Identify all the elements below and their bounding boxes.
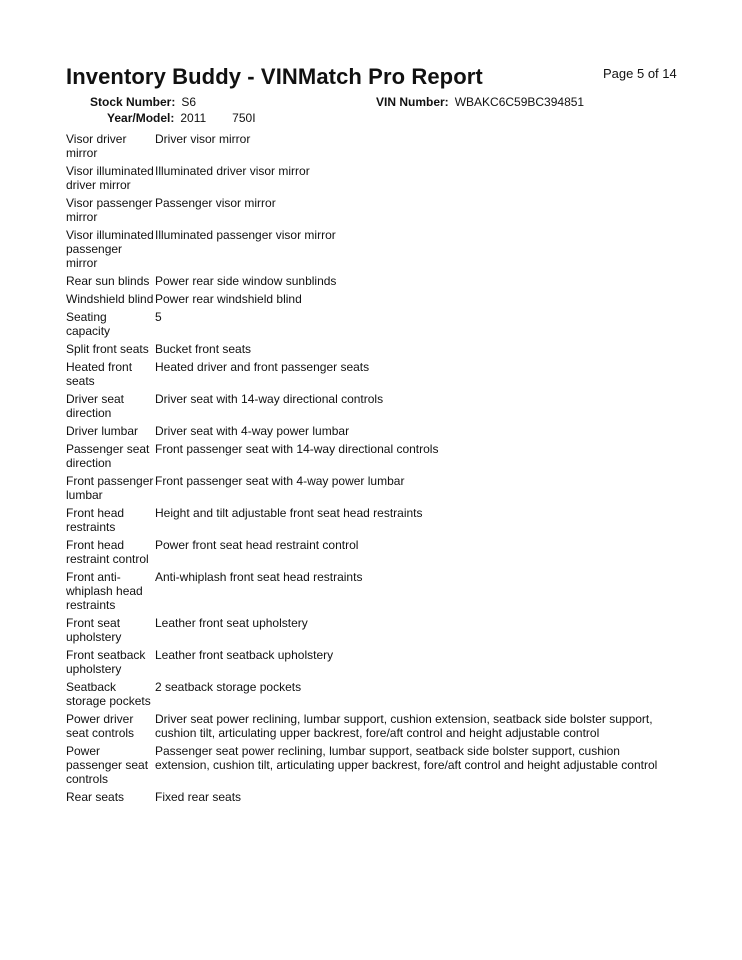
feature-description: 5	[155, 310, 162, 324]
feature-description: Illuminated passenger visor mirror	[155, 228, 336, 242]
feature-name: Split front seats	[66, 342, 149, 356]
spec-row	[66, 164, 676, 196]
feature-description: Front passenger seat with 4-way power lumbar	[155, 474, 405, 488]
feature-name: Seatback storage pockets	[66, 680, 151, 708]
year-value: 2011	[180, 111, 207, 125]
vin-number	[376, 95, 584, 109]
feature-description: Leather front seatback upholstery	[155, 648, 334, 662]
vin-number-label: VIN Number:	[376, 95, 449, 109]
spec-row	[66, 360, 676, 392]
feature-description: Driver visor mirror	[155, 132, 251, 146]
feature-description: Fixed rear seats	[155, 790, 242, 804]
feature-description: Heated driver and front passenger seats	[155, 360, 370, 374]
feature-description: Passenger visor mirror	[155, 196, 276, 210]
feature-name: Windshield blind	[66, 292, 154, 306]
spec-row	[66, 392, 676, 424]
spec-row	[66, 570, 676, 616]
feature-name: Front anti-whiplash head restraints	[66, 570, 143, 612]
spec-row	[66, 310, 676, 342]
feature-name: Driver seat direction	[66, 392, 125, 420]
spec-row	[66, 228, 676, 274]
spec-row	[66, 790, 676, 808]
feature-name: Seating capacity	[66, 310, 111, 338]
report-title: Inventory Buddy - VINMatch Pro Report	[66, 64, 483, 89]
feature-name: Visor illuminated driver mirror	[66, 164, 154, 192]
feature-name: Visor illuminated passenger mirror	[66, 228, 154, 270]
feature-description: Driver seat power reclining, lumbar support, cushion extension, seatback side bolster support, cushion tilt, articulating upper backrest, fore/aft control and height adjustable control	[155, 712, 653, 740]
spec-row	[66, 648, 676, 680]
spec-row	[66, 506, 676, 538]
feature-description: Leather front seat upholstery	[155, 616, 308, 630]
feature-name: Heated front seats	[66, 360, 133, 388]
spec-row	[66, 616, 676, 648]
feature-name: Front head restraints	[66, 506, 125, 534]
feature-name: Front head restraint control	[66, 538, 149, 566]
feature-description: Illuminated driver visor mirror	[155, 164, 310, 178]
page-number: Page 5 of 14	[603, 66, 677, 81]
year-model	[107, 111, 256, 125]
spec-row	[66, 342, 676, 360]
spec-row	[66, 474, 676, 506]
spec-row	[66, 132, 676, 164]
feature-name: Passenger seat direction	[66, 442, 150, 470]
feature-name: Visor passenger mirror	[66, 196, 153, 224]
year-model-label: Year/Model:	[107, 111, 175, 125]
feature-description: Driver seat with 4-way power lumbar	[155, 424, 350, 438]
stock-number-label: Stock Number:	[90, 95, 176, 109]
spec-row	[66, 538, 676, 570]
feature-name: Front seatback upholstery	[66, 648, 146, 676]
feature-description: Driver seat with 14-way directional controls	[155, 392, 384, 406]
feature-name: Rear sun blinds	[66, 274, 150, 288]
spec-row	[66, 292, 676, 310]
spec-row	[66, 744, 676, 790]
feature-name: Driver lumbar	[66, 424, 139, 438]
stock-number-value: S6	[181, 95, 197, 109]
spec-row	[66, 196, 676, 228]
feature-description: Power rear windshield blind	[155, 292, 302, 306]
spec-table	[66, 132, 676, 808]
feature-name: Power driver seat controls	[66, 712, 135, 740]
feature-description: Bucket front seats	[155, 342, 252, 356]
feature-name: Visor driver mirror	[66, 132, 127, 160]
spec-row	[66, 424, 676, 442]
vin-number-value: WBAKC6C59BC394851	[454, 95, 585, 109]
feature-description: Front passenger seat with 14-way directional controls	[155, 442, 439, 456]
spec-row	[66, 274, 676, 292]
feature-name: Power passenger seat controls	[66, 744, 149, 786]
model-value: 750I	[232, 111, 256, 125]
spec-row	[66, 680, 676, 712]
feature-description: Power front seat head restraint control	[155, 538, 359, 552]
spec-row	[66, 442, 676, 474]
feature-description: Anti-whiplash front seat head restraints	[155, 570, 363, 584]
feature-name: Front seat upholstery	[66, 616, 122, 644]
feature-name: Rear seats	[66, 790, 125, 804]
stock-number	[90, 95, 196, 109]
feature-description: Height and tilt adjustable front seat head restraints	[155, 506, 423, 520]
feature-description: Power rear side window sunblinds	[155, 274, 337, 288]
feature-description: Passenger seat power reclining, lumbar support, seatback side bolster support, cushion extension, cushion tilt, articulating upper backrest, fore/aft control and height adjustable control	[155, 744, 658, 772]
feature-name: Front passenger lumbar	[66, 474, 154, 502]
feature-description: 2 seatback storage pockets	[155, 680, 302, 694]
spec-row	[66, 712, 676, 744]
